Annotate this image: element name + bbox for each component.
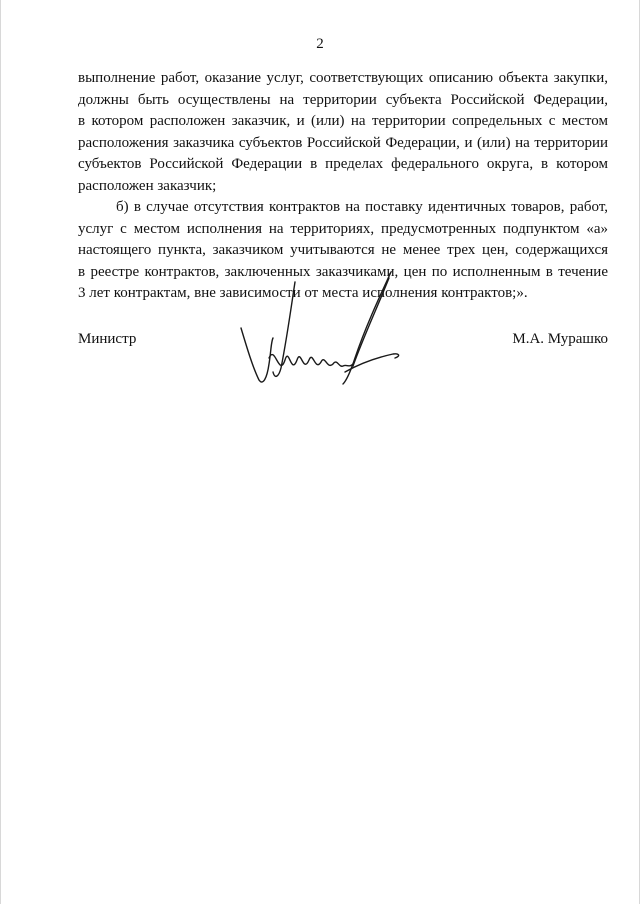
paragraph-2-line-5: 3 лет контрактам, вне зависимости от места исполнения контрактов;». — [78, 285, 528, 301]
paragraph-2-line-3: настоящего пункта, заказчиком учитываются не менее трех цен, содержащихся — [78, 242, 608, 258]
paragraph-1-line-2: должны быть осуществлены на территории субъекта Российской Федерации, — [78, 91, 608, 108]
paragraph-1-line-3: в котором расположен заказчик, и (или) на территории сопредельных с местом — [78, 113, 608, 129]
paragraph-1-line-6: расположен заказчик; — [78, 177, 217, 194]
paragraph-1-line-5: субъектов Российской Федерации в пределах федерального округа, в котором — [78, 156, 608, 172]
signatory-name: М.А. Мурашко — [512, 331, 608, 347]
paragraph-2-line-2: услуг с местом исполнения на территориях, предусмотренных подпунктом «а» — [78, 220, 608, 237]
paragraph-1-line-4: расположения заказчика субъектов Российской Федерации, и (или) на территории — [78, 134, 608, 151]
page-number: 2 — [316, 36, 324, 52]
paragraph-2-line-4: в реестре контрактов, заключенных заказчиками, цен по исполненным в течение — [78, 263, 608, 280]
handwritten-signature — [229, 268, 409, 398]
paragraph-1-line-1: выполнение работ, оказание услуг, соответствующих описанию объекта закупки, — [78, 70, 608, 86]
paragraph-2-line-1: б) в случае отсутствия контрактов на поставку идентичных товаров, работ, — [116, 199, 608, 215]
signatory-position: Министр — [78, 331, 137, 347]
